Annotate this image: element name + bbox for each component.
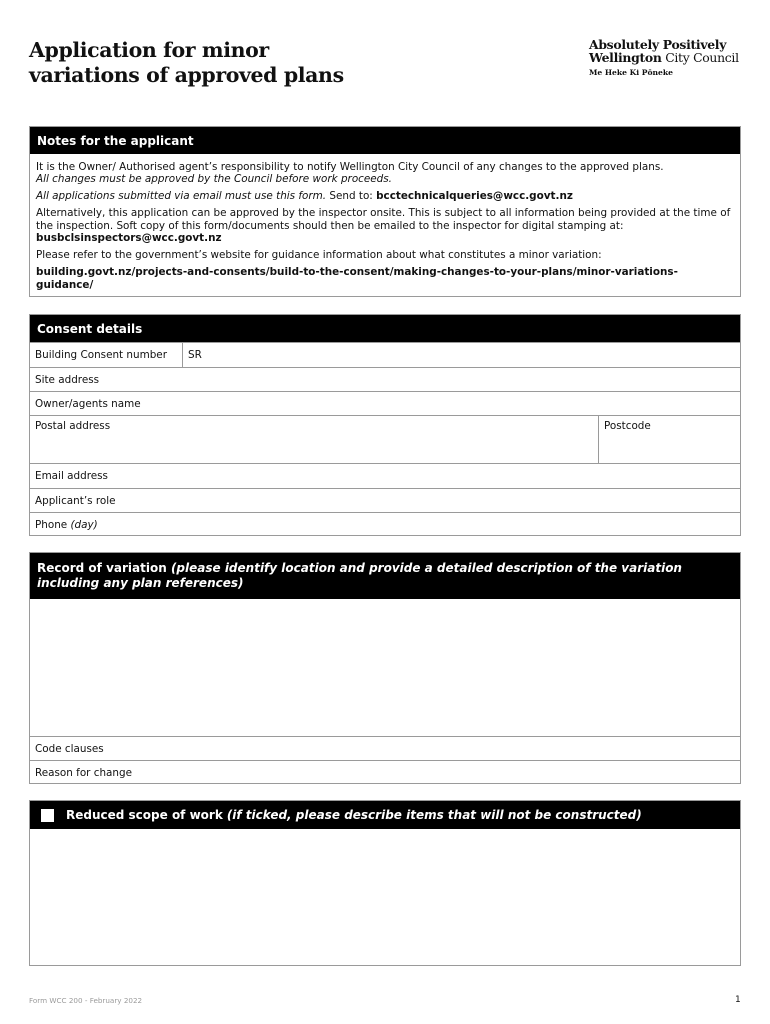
building-consent-row	[30, 342, 740, 367]
reduced-scope-description-field[interactable]	[30, 829, 740, 965]
page-title	[29, 38, 344, 88]
title-line-2: variations of approved plans	[29, 63, 344, 87]
email-address-row[interactable]	[30, 463, 740, 488]
notes-heading: Notes for the applicant	[30, 127, 740, 154]
reduced-scope-heading	[30, 801, 740, 829]
phone-label	[30, 513, 104, 535]
postal-address-label: Postal address	[35, 420, 111, 432]
email-address-label: Email address	[35, 470, 108, 482]
owner-agents-name-row[interactable]	[30, 391, 740, 415]
variation-heading	[30, 553, 740, 599]
council-logo	[589, 38, 739, 77]
notes-approval-required	[36, 173, 734, 185]
site-address-row[interactable]	[30, 367, 740, 391]
form-id: Form WCC 200 - February 2022	[29, 996, 143, 1005]
consent-heading: Consent details	[30, 315, 740, 342]
notes-responsibility: It is the Owner/ Authorised agent’s responsibility to notify Wellington City Council of any changes to the approved plans.	[36, 161, 664, 173]
notes-guidance-link[interactable]: building.govt.nz/projects-and-consents/build-to-the-consent/making-changes-to-your-plans/minor-variations-guidance/	[36, 266, 678, 291]
notes-guidance: Please refer to the government’s website for guidance information about what constitutes a minor variation:	[36, 249, 602, 262]
notes-email-italic: All applications submitted via email must use this form.	[36, 190, 327, 203]
postal-address-field[interactable]	[30, 416, 598, 463]
owner-agents-name-label: Owner/agents name	[35, 398, 141, 410]
logo-city-council: City Council	[661, 50, 739, 65]
notes-approval-italic: All changes must be approved by the Council before work proceeds.	[36, 173, 392, 186]
building-consent-field[interactable]: SR	[182, 343, 740, 367]
page-number: 1	[735, 995, 741, 1005]
consent-section	[29, 314, 741, 536]
reason-for-change-row[interactable]	[30, 760, 740, 783]
notes-email-link[interactable]: bcctechnicalqueries@wcc.govt.nz	[376, 190, 573, 203]
postcode-field[interactable]	[598, 416, 740, 463]
reduced-scope-checkbox[interactable]	[41, 809, 54, 822]
site-address-label: Site address	[35, 374, 100, 386]
notes-email-instruction	[36, 190, 734, 202]
notes-onsite-text: Alternatively, this application can be approved by the inspector onsite. This is subject to all information being provided at the time of the inspection. Soft copy of this form/documents should then be emailed to the inspector for digital stamping at:	[36, 207, 731, 232]
building-consent-label: Building Consent number	[35, 349, 167, 361]
reduced-scope-heading-text: Reduced scope of work	[66, 808, 223, 822]
reduced-scope-section	[29, 800, 741, 966]
title-line-1: Application for minor	[29, 38, 269, 62]
reason-for-change-label: Reason for change	[35, 767, 133, 779]
reduced-scope-heading-hint: (if ticked, please describe items that will not be constructed)	[226, 808, 642, 822]
applicants-role-label: Applicant’s role	[35, 495, 116, 507]
variation-heading-hint: (please identify location and provide a detailed description of the variation including any plan references)	[37, 561, 682, 590]
notes-section	[29, 126, 741, 297]
applicants-role-row[interactable]	[30, 488, 740, 512]
notes-send-to: Send to:	[326, 190, 377, 203]
logo-line-1: Absolutely Positively	[589, 37, 727, 52]
logo-line-2	[589, 51, 739, 64]
phone-row[interactable]	[30, 512, 740, 535]
variation-heading-text: Record of variation	[37, 561, 171, 575]
postcode-label: Postcode	[604, 420, 651, 432]
logo-tagline: Me Heke Ki Pōneke	[589, 68, 673, 77]
variation-section	[29, 552, 741, 784]
postal-address-row	[30, 415, 740, 463]
notes-body	[30, 154, 740, 297]
notes-onsite-approval	[36, 207, 734, 244]
phone-day-hint: (day)	[70, 519, 98, 531]
code-clauses-label: Code clauses	[35, 743, 104, 755]
notes-guidance-link-line	[36, 266, 734, 291]
variation-description-field[interactable]	[30, 599, 740, 736]
notes-inspector-email-link[interactable]: busbclsinspectors@wcc.govt.nz	[36, 232, 222, 245]
logo-wellington: Wellington	[589, 50, 662, 65]
phone-label-text: Phone	[35, 519, 71, 531]
code-clauses-row[interactable]	[30, 736, 740, 760]
